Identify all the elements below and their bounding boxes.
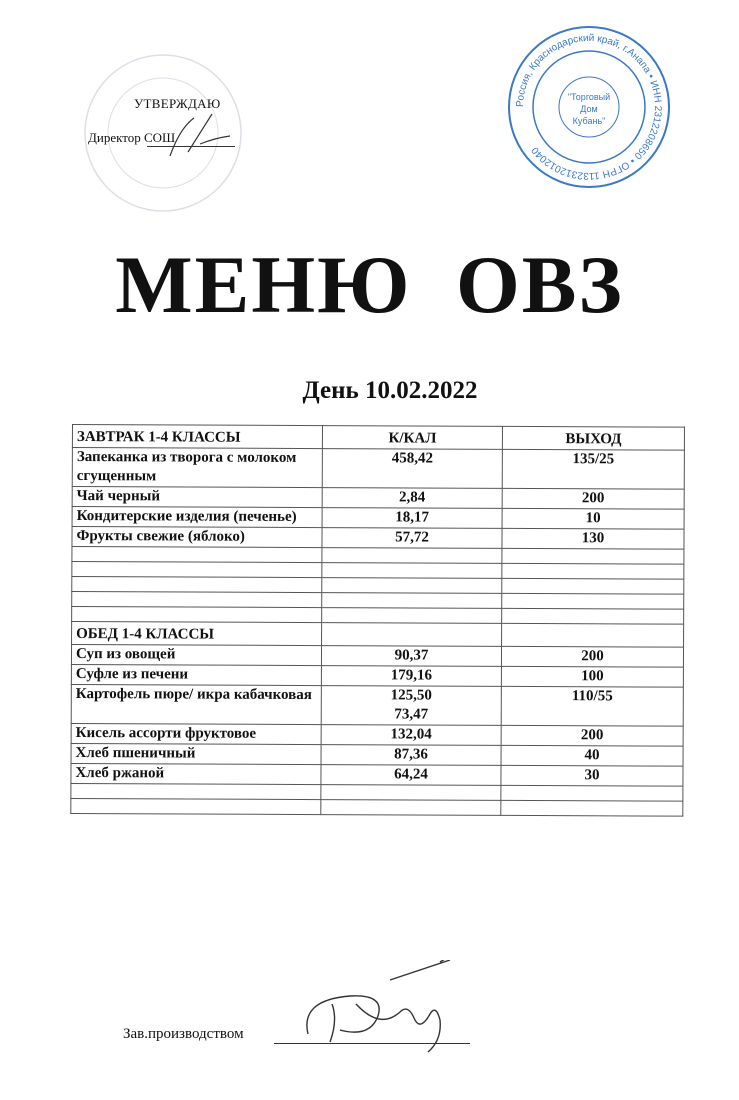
dish-output: 30 xyxy=(501,765,683,786)
dish-name: Кисель ассорти фруктовое xyxy=(71,723,321,744)
dish-kcal: 90,37 xyxy=(321,646,501,667)
dish-kcal: 179,16 xyxy=(321,666,501,687)
table-row xyxy=(72,527,684,550)
dish-output: 130 xyxy=(502,528,684,549)
table-row xyxy=(71,743,683,766)
dish-output: 110/55 xyxy=(501,686,683,726)
breakfast-header-row xyxy=(72,425,684,451)
dish-output: 135/25 xyxy=(502,449,684,489)
dish-output: 200 xyxy=(501,646,683,667)
menu-table xyxy=(70,424,685,817)
lunch-header-row xyxy=(72,622,684,648)
dish-output: 40 xyxy=(501,745,683,766)
production-manager-signature-icon xyxy=(290,960,470,1060)
dish-kcal: 132,04 xyxy=(321,725,501,746)
dish-name: Хлеб ржаной xyxy=(71,763,321,784)
table-row xyxy=(72,507,684,530)
director-signature-icon xyxy=(160,108,240,168)
stamp-ring-text: Россия, Краснодарский край, г.Анапа • ИНН 2312208650 • ОГРН 1132312012040 xyxy=(514,32,664,182)
table-row xyxy=(71,664,683,687)
dish-kcal-second: 73,47 xyxy=(394,706,429,723)
table-row xyxy=(71,723,683,746)
dish-name: Хлеб пшеничный xyxy=(71,743,321,764)
dish-name: Фрукты свежие (яблоко) xyxy=(72,527,322,548)
dish-kcal-group xyxy=(321,686,501,726)
output-column-header: ВЫХОД xyxy=(502,426,684,450)
stamp-center-line1: "Торговый xyxy=(567,92,611,102)
dish-name: Кондитерские изделия (печенье) xyxy=(72,507,322,528)
stamp-center-line3: Кубань" xyxy=(572,116,606,126)
breakfast-header: ЗАВТРАК 1-4 КЛАССЫ xyxy=(72,425,322,449)
kcal-column-header: К/КАЛ xyxy=(322,426,502,450)
dish-name: Суфле из печени xyxy=(71,664,321,685)
company-stamp-icon xyxy=(504,22,674,192)
dish-kcal: 57,72 xyxy=(322,528,502,549)
dish-output: 10 xyxy=(502,508,684,529)
dish-name: Картофель пюре/ икра кабачковая xyxy=(71,684,321,724)
table-row xyxy=(71,645,683,668)
dish-kcal: 18,17 xyxy=(322,508,502,529)
dish-kcal: 87,36 xyxy=(321,745,501,766)
dish-kcal: 2,84 xyxy=(322,488,502,509)
dish-kcal: 64,24 xyxy=(321,765,501,786)
dish-name: Запеканка из творога с молоком сгущенным xyxy=(72,448,322,488)
table-row xyxy=(71,763,683,786)
stamp-center-line2: Дом xyxy=(580,104,598,114)
lunch-header: ОБЕД 1-4 КЛАССЫ xyxy=(72,622,322,646)
page-title: МЕНЮ ОВЗ xyxy=(115,239,624,330)
dish-kcal: 125,50 xyxy=(390,687,432,704)
production-manager-label: Зав.производством xyxy=(123,1026,244,1042)
table-row xyxy=(72,448,684,490)
dish-output: 200 xyxy=(501,725,683,746)
approve-label: УТВЕРЖДАЮ xyxy=(134,96,221,111)
empty-row xyxy=(71,798,683,816)
dish-kcal: 458,42 xyxy=(322,449,502,489)
dish-name: Суп из овощей xyxy=(71,645,321,666)
table-row xyxy=(71,684,683,726)
dish-output: 100 xyxy=(501,666,683,687)
dish-name: Чай черный xyxy=(72,487,322,508)
director-label: Директор СОШ xyxy=(88,130,176,145)
menu-date: День 10.02.2022 xyxy=(302,377,478,404)
dish-output: 200 xyxy=(502,488,684,509)
table-row xyxy=(72,487,684,510)
